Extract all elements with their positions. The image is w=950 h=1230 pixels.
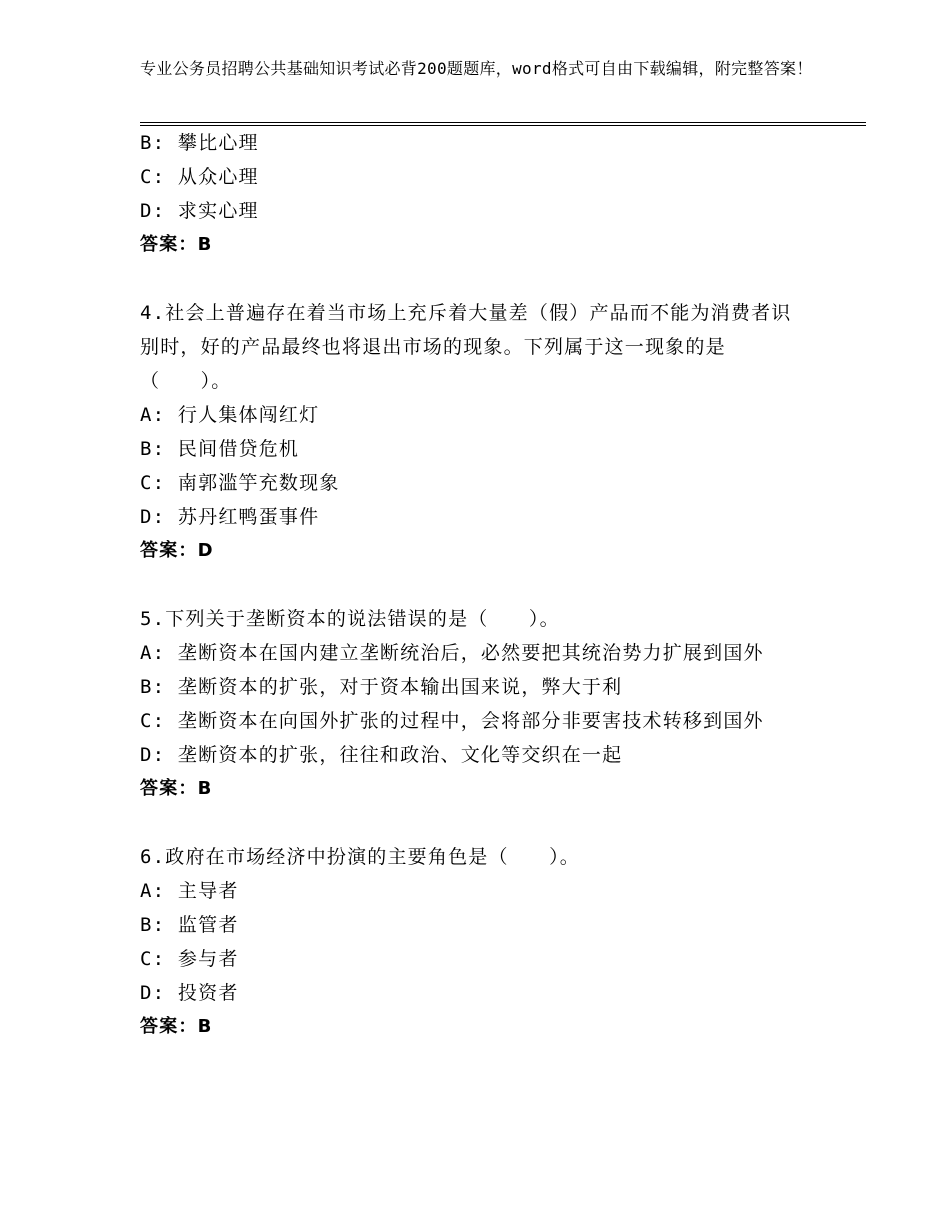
option-a: A: 行人集体闯红灯 bbox=[140, 404, 320, 426]
option-d: D: 垄断资本的扩张，往往和政治、文化等交织在一起 bbox=[140, 744, 623, 766]
question-text: 6.政府在市场经济中扮演的主要角色是（ ）。 bbox=[140, 846, 580, 868]
option-b: B: 垄断资本的扩张，对于资本输出国来说，弊大于利 bbox=[140, 676, 623, 698]
option-d: D: 求实心理 bbox=[140, 200, 259, 222]
question-text: 5.下列关于垄断资本的说法错误的是（ ）。 bbox=[140, 608, 560, 630]
answer: 答案：D bbox=[140, 540, 214, 561]
option-c: C: 南郭滥竽充数现象 bbox=[140, 472, 340, 494]
option-b: B: 监管者 bbox=[140, 914, 239, 936]
answer: 答案：B bbox=[140, 1016, 213, 1037]
question-5 bbox=[140, 602, 820, 806]
page-header: 专业公务员招聘公共基础知识考试必背200题题库，word格式可自由下载编辑，附完整答案！ bbox=[140, 59, 813, 78]
document-body bbox=[140, 126, 820, 1044]
option-b: B: 民间借贷危机 bbox=[140, 438, 300, 460]
question-4 bbox=[140, 296, 820, 568]
question-3-continued bbox=[140, 126, 820, 262]
answer: 答案：B bbox=[140, 234, 213, 255]
option-c: C: 垄断资本在向国外扩张的过程中，会将部分非要害技术转移到国外 bbox=[140, 710, 764, 732]
option-c: C: 参与者 bbox=[140, 948, 239, 970]
option-d: D: 苏丹红鸭蛋事件 bbox=[140, 506, 320, 528]
option-c: C: 从众心理 bbox=[140, 166, 259, 188]
option-d: D: 投资者 bbox=[140, 982, 239, 1004]
answer: 答案：B bbox=[140, 778, 213, 799]
option-a: A: 主导者 bbox=[140, 880, 239, 902]
question-6 bbox=[140, 840, 820, 1044]
question-text: 4.社会上普遍存在着当市场上充斥着大量差（假）产品而不能为消费者识别时，好的产品最终也将退出市场的现象。下列属于这一现象的是（ ）。 bbox=[140, 302, 792, 392]
option-a: A: 垄断资本在国内建立垄断统治后，必然要把其统治势力扩展到国外 bbox=[140, 642, 764, 664]
option-b: B: 攀比心理 bbox=[140, 132, 259, 154]
